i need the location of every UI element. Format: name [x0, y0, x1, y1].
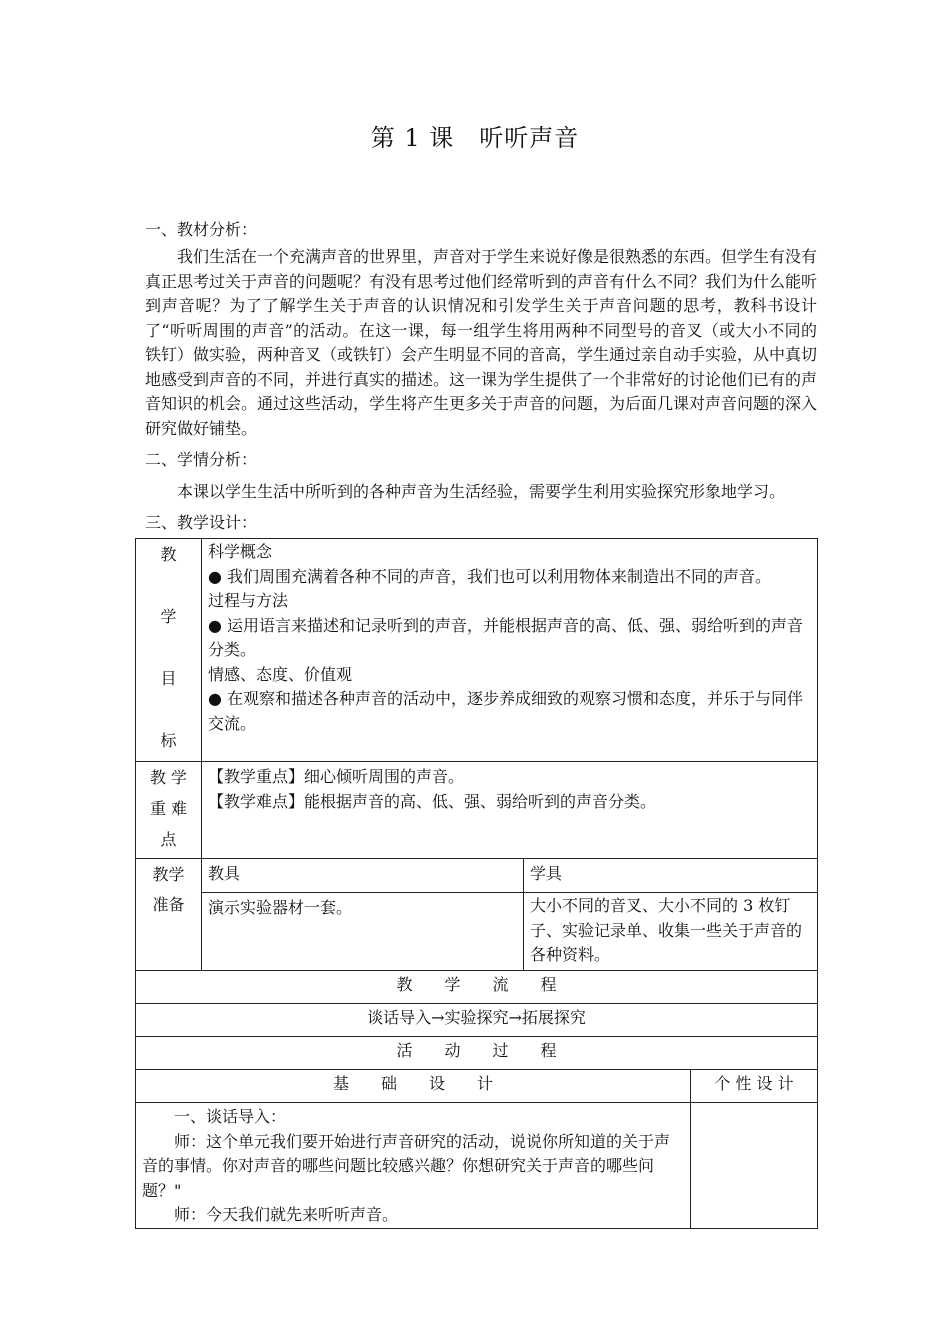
- prep-header-row: [136, 859, 818, 893]
- key-points-row: [136, 762, 818, 859]
- prep-content-row: [136, 893, 818, 971]
- goals-content: [202, 539, 818, 762]
- flow-header: 教 学 流 程: [136, 971, 818, 1004]
- activity-step-heading: 一、谈话导入：: [174, 1107, 287, 1126]
- goals-row: [136, 539, 818, 762]
- goal-category-process: 过程与方法: [208, 591, 289, 610]
- section-heading-teaching-design: 三、教学设计：: [145, 513, 258, 532]
- key-points-content: [202, 762, 818, 859]
- activity-row: [136, 1103, 818, 1229]
- flow-steps: 谈话导入→实验探究→拓展探究: [136, 1004, 818, 1037]
- personal-design-header: 个 性 设 计: [691, 1070, 818, 1103]
- goal-category-attitude: 情感、态度、价值观: [208, 664, 353, 684]
- section-heading-textbook-analysis: 一、教材分析：: [145, 220, 258, 239]
- process-header: 活 动 过 程: [136, 1037, 818, 1070]
- difficult-point: 【教学难点】能根据声音的高、低、强、弱给听到的声音分类。: [208, 791, 657, 811]
- activity-line: 师：这个单元我们要开始进行声音研究的活动，说说你所知道的关于声音的事情。你对声音的哪些问题比较感兴趣？你想研究关于声音的哪些问题？": [142, 1131, 671, 1200]
- student-analysis-paragraph: 本课以学生生活中所听到的各种声音为生活经验，需要学生利用实验探究形象地学习。: [177, 482, 786, 501]
- teaching-design-table: [135, 538, 818, 1229]
- student-tools: 大小不同的音叉、大小不同的 3 枚钉子、实验记录单、收集一些关于声音的各种资料。: [524, 893, 818, 971]
- key-point: 【教学重点】细心倾听周围的声音。: [208, 767, 465, 786]
- lesson-title: 第 1 课 听听声音: [370, 124, 580, 152]
- textbook-analysis-paragraph: 我们生活在一个充满声音的世界里，声音对于学生来说好像是很熟悉的东西。但学生有没有真正思考过关于声音的问题呢？有没有思考过他们经常听到的声音有什么不同？我们为什么能听到声音呢？为了了解学生关于声音的认识情况和引发学生关于声音问题的思考，教科书设计了“听听周围的声音”的活动。在这一课，每一组学生将用两种不同型号的音叉（或大小不同的铁钉）做实验，两种音叉（或铁钉）会产生明显不同的音高，学生通过亲自动手实验，从中真切地感受到声音的不同，并进行真实的描述。这一课为学生提供了一个非常好的讨论他们已有的声音知识的机会。通过这些活动，学生将产生更多关于声音的问题，为后面几课对声音问题的深入研究做好铺垫。: [145, 247, 818, 438]
- flow-header-row: [136, 971, 818, 1004]
- design-header-row: [136, 1070, 818, 1103]
- teacher-tools: 演示实验器材一套。: [202, 893, 524, 971]
- prep-label: 教学 准备: [136, 859, 202, 971]
- goal-item: ● 运用语言来描述和记录听到的声音，并能根据声音的高、低、强、弱给听到的声音分类。: [208, 615, 804, 659]
- activity-line: 师：今天我们就先来听听声音。: [174, 1205, 399, 1224]
- flow-row: [136, 1004, 818, 1037]
- goal-item: ● 我们周围充满着各种不同的声音，我们也可以利用物体来制造出不同的声音。: [208, 566, 772, 586]
- teacher-tools-header: 教具: [202, 859, 524, 893]
- goal-category-science: 科学概念: [208, 542, 273, 561]
- key-points-label: 教 学 重 难 点: [136, 762, 202, 859]
- personal-design-cell: [691, 1103, 818, 1229]
- student-tools-header: 学具: [524, 859, 818, 893]
- basic-design-header: 基 础 设 计: [136, 1070, 691, 1103]
- process-header-row: [136, 1037, 818, 1070]
- goal-item: ● 在观察和描述各种声音的活动中，逐步养成细致的观察习惯和态度，并乐于与同伴交流。: [208, 689, 804, 733]
- activity-content: [136, 1103, 691, 1229]
- section-heading-student-analysis: 二、学情分析：: [145, 450, 258, 469]
- goals-label: 教 学 目 标: [136, 539, 202, 762]
